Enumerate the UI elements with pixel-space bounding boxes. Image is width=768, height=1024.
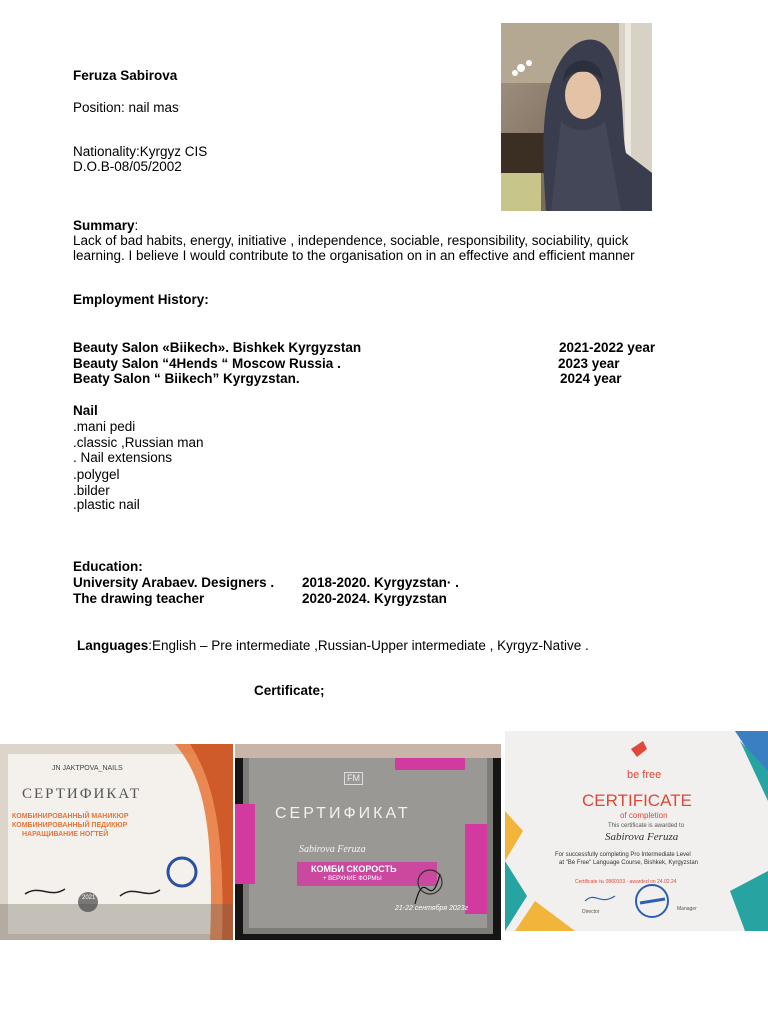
cert1-line-1: КОМБИНИРОВАННЫЙ МАНИКЮР	[12, 813, 129, 820]
skill-item: .classic ,Russian man	[73, 435, 204, 450]
cert2-date: 21-22 сентября 2023г	[395, 905, 469, 912]
cert3-subtitle: of completion	[620, 811, 668, 820]
languages-line	[77, 638, 589, 654]
cert3-name: Sabirova Feruza	[605, 831, 679, 843]
skill-item: .plastic nail	[73, 497, 140, 512]
skill-item: .mani pedi	[73, 419, 136, 434]
employment-year: 2021-2022 year	[559, 340, 656, 355]
cert1-year: 2021	[82, 895, 96, 901]
cert1-title: СЕРТИФИКАТ	[22, 786, 142, 802]
cert1-line-3: НАРАЩИВАНИЕ НОГТЕЙ	[22, 831, 109, 838]
cert3-sign-manager: Manager	[677, 906, 697, 912]
education-school: University Arabaev. Designers .	[73, 575, 275, 590]
education-detail: 2018-2020. Kyrgyzstan· .	[302, 575, 459, 590]
position-value: : nail mas	[121, 100, 179, 115]
certificate-image-speed-course	[235, 744, 501, 940]
cert3-text-1: For successfully completing Pro Intermediate Level	[555, 852, 691, 858]
education-detail: 2020-2024. Kyrgyzstan	[302, 591, 447, 606]
cert1-logo: JN JAKTPOVA_NAILS	[52, 765, 123, 772]
education-school: The drawing teacher	[73, 591, 205, 606]
summary-label: Summary	[73, 218, 135, 233]
cert1-line-2: КОМБИНИРОВАННЫЙ ПЕДИКЮР	[12, 822, 128, 829]
cert3-number: Certificate № 0860103 · awarded on 24.02.24	[575, 879, 677, 885]
skill-item: .bilder	[73, 483, 110, 498]
candidate-name: Feruza Sabirova	[73, 68, 178, 83]
certificate-heading: Certificate;	[254, 683, 325, 698]
skill-item: . Nail extensions	[73, 450, 173, 465]
cert2-name: Sabirova Feruza	[299, 844, 366, 855]
profile-photo	[501, 23, 652, 211]
summary-line-1: Lack of bad habits, energy, initiative , independence, sociable, responsibility, sociability, quick	[73, 233, 629, 248]
position-line: Position: nail mas'	[73, 100, 181, 115]
employment-year: 2024 year	[560, 371, 622, 386]
employment-place: Beaty Salon “ Biikech” Kyrgyzstan.	[73, 371, 300, 386]
cert3-awarded: This certificate is awarded to	[608, 823, 685, 829]
certificate-image-nails	[0, 744, 233, 940]
cert2-course-sub: + ВЕРХНИЕ ФОРМЫ	[323, 876, 382, 882]
position-label: Position	[73, 100, 122, 115]
cert2-title: СЕРТИФИКАТ	[275, 805, 411, 822]
cert3-title: CERTIFICATE	[582, 791, 692, 810]
cert2-course: КОМБИ СКОРОСТЬ	[311, 864, 397, 874]
education-heading: Education:	[73, 559, 143, 574]
cert3-text-2: at "Be Free" Language Course, Bishkek, Kyrgyzstan	[559, 860, 698, 866]
certificate-image-befree	[505, 731, 768, 931]
skills-heading: Nail	[73, 403, 98, 418]
employment-heading: Employment History:	[73, 292, 209, 307]
employment-year: 2023 year	[558, 356, 620, 371]
cert2-logo: FM	[344, 772, 363, 785]
summary-line-2: learning. I believe I would contribute to the organisation on in an effective and efficient manner	[73, 248, 635, 263]
summary-heading: Summary:	[73, 218, 139, 233]
cert3-logo: be free	[627, 769, 662, 781]
nationality: Nationality:Kyrgyz CIS	[73, 144, 208, 159]
date-of-birth: D.O.B-08/05/2002	[73, 159, 182, 174]
employment-place: Beauty Salon «Biikech». Bishkek Kyrgyzstan	[73, 340, 362, 355]
languages-label: Languages	[77, 638, 149, 653]
skill-item: .polygel	[73, 467, 120, 482]
cert3-sign-director: Director	[582, 909, 600, 915]
employment-place: Beauty Salon “4Hends “ Moscow Russia .	[73, 356, 341, 371]
languages-value: :English – Pre intermediate ,Russian-Upper intermediate , Kyrgyz-Native .	[148, 638, 589, 653]
